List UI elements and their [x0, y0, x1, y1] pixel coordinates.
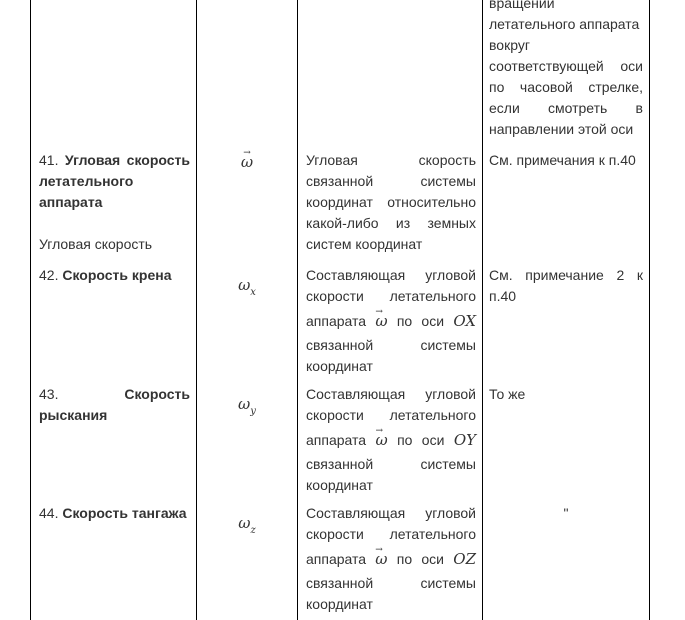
row44-term	[39, 503, 190, 524]
term-title: 41. Угловая скорость	[39, 152, 190, 168]
def-line: аппарата → ω по оси OX	[306, 307, 476, 335]
def-line: связанной системы	[306, 575, 476, 591]
def-line: аппарата → ω по оси OY	[306, 426, 476, 454]
note-line: То же	[489, 386, 526, 402]
term-synonym: Угловая скорость	[39, 236, 153, 252]
def-line: Составляющая угловой	[306, 505, 476, 521]
row43-term	[39, 384, 190, 426]
term-title: 42. Скорость крена	[39, 267, 172, 283]
row44-definition	[306, 503, 476, 615]
row41-term	[39, 150, 190, 255]
def-line: аппарата → ω по оси OZ	[306, 545, 476, 573]
axis-label: OX	[453, 312, 477, 330]
row42-note	[489, 265, 643, 307]
term-title: рыскания	[39, 407, 108, 423]
ditto-mark: "	[563, 505, 569, 521]
row44-symbol	[197, 513, 297, 541]
note-line: по часовой стрелке,	[489, 79, 643, 95]
note-line: См. примечания к п.40	[489, 152, 636, 168]
omega-y-symbol: $\omega_y$	[238, 395, 256, 417]
axis-label: OY	[453, 431, 477, 449]
def-line: координат	[306, 596, 373, 612]
row43-symbol	[197, 394, 297, 422]
row42-definition	[306, 265, 476, 377]
term-title: аппарата	[39, 194, 103, 210]
row43-definition	[306, 384, 476, 496]
table-border-left	[30, 0, 31, 620]
row42-term	[39, 265, 190, 286]
def-line: связанной системы	[306, 173, 476, 189]
row42-symbol	[197, 275, 297, 303]
note-line: летательного аппарата	[489, 16, 640, 32]
omega-vector-symbol: → ω	[375, 426, 387, 454]
row40-note	[489, 0, 643, 140]
def-line: координат	[306, 358, 373, 374]
term-title: 44. Скорость тангажа	[39, 505, 187, 521]
def-line: координат	[306, 477, 373, 493]
note-line: п.40	[489, 288, 517, 304]
def-line: скорости летательного	[306, 526, 476, 542]
axis-label: OZ	[453, 550, 476, 568]
note-line: если смотреть в	[489, 100, 643, 116]
def-line: скорости летательного	[306, 407, 476, 423]
note-line: См. примечание 2 к	[489, 267, 643, 283]
row41-symbol	[197, 152, 297, 173]
def-line: связанной системы	[306, 456, 476, 472]
def-line: Составляющая угловой	[306, 267, 476, 283]
def-line: связанной системы	[306, 337, 476, 353]
def-line: координат относительно	[306, 194, 476, 210]
omega-vector-symbol: → ω	[375, 307, 387, 335]
term-title: летательного	[39, 173, 134, 189]
omega-vector-symbol: → ω	[241, 152, 253, 173]
table-border-right	[649, 0, 650, 620]
def-line: систем координат	[306, 236, 423, 252]
omega-z-symbol: $\omega_z$	[238, 514, 256, 536]
def-line: какой-либо из земных	[306, 215, 476, 231]
table-border-col3	[482, 0, 483, 620]
row41-definition	[306, 150, 476, 255]
row41-note	[489, 150, 649, 171]
omega-x-symbol: $\omega_x$	[238, 276, 256, 298]
note-line: соответствующей оси	[489, 58, 643, 74]
row43-note	[489, 384, 643, 405]
note-line: направлении этой оси	[489, 121, 634, 137]
row44-note	[483, 503, 649, 524]
def-line: Угловая скорость	[306, 152, 476, 168]
def-line: скорости летательного	[306, 288, 476, 304]
table-border-col2	[297, 0, 298, 620]
note-line: вокруг	[489, 37, 530, 53]
term-title: 43. Скорость	[39, 386, 190, 402]
note-line: вращении	[489, 0, 555, 11]
def-line: Составляющая угловой	[306, 386, 476, 402]
omega-vector-symbol: → ω	[375, 545, 387, 573]
